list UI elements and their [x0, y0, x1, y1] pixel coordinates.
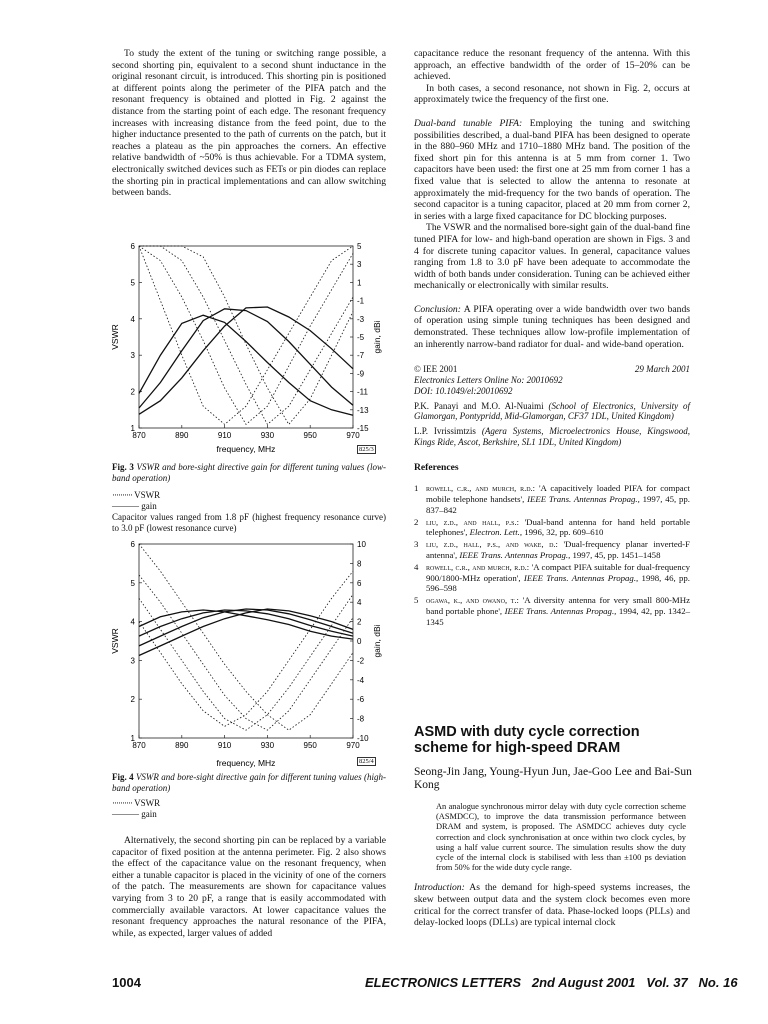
y-tick-label: 2 [130, 387, 135, 397]
y-tick-label: 5 [130, 278, 135, 288]
affiliation-1-names: P.K. Panayi and M.O. Al-Nuaimi [414, 400, 544, 411]
dual-band-text: Employing the tuning and switching possibilities described, a dual-band PIFA has been designed to operate in the 880–960 MHz and 1710–1880 MHz band. The position of the fixed short pin for this antenna is at 5 mm from corner 1. Two capacitors have been used: the first one at 25 mm from corner 1 has a fixed value that is selected to allow the antenna to resonate at approximately the mid-frequency for the two bands of operation. The second capacitor is a tuning capacitor, placed at 20 mm from corner 2, in series with a large fixed capacitance for DC blocking purposes. [414, 117, 690, 222]
figure-3-chart [110, 238, 382, 463]
y-tick-label: 1 [130, 424, 135, 433]
x-tick-label: 910 [217, 741, 232, 750]
gain-curve [139, 309, 353, 408]
reference-item [414, 562, 690, 594]
reference-number: 3 [414, 539, 419, 550]
y-tick-label: 3 [130, 656, 135, 666]
y2-tick-label: -6 [357, 695, 365, 705]
y-tick-label: 6 [130, 242, 135, 251]
figure-3-legend-gain: gain [141, 501, 157, 511]
reference-number: 1 [414, 483, 419, 494]
y-tick-label: 3 [130, 351, 135, 361]
paragraph-tuning-range: To study the extent of the tuning or switching range possible, a second shorting pin, equivalent to a second shunt inductance in the original resonant circuit, is introduced. This shorting pin is positioned at different points along the perimeter of the PIFA patch and the resonant frequency is obtained and plotted in Fig. 2 against the distance from the starting point of each edge. The resonant frequency increases with increasing distance from the feed point, due to the higher inductance presented to the path of currents on the patch, but it reaches a plateau as the pin approaches the corners. An effective relative bandwidth of ~50% is thus achievable. For a TDMA system, electronically switched devices such as FETs or pin diodes can replace the shorting pin in practical implementations and can allow switching between bands. [112, 48, 386, 199]
y2-tick-label: 10 [357, 540, 366, 549]
affiliation-1-institution: (School of Electronics, University of Glamorgan, Pontypridd, Mid-Glamorgan, CF37 1DL, United Kingdom) [414, 400, 691, 422]
paragraph-second-resonance: In both cases, a second resonance, not shown in Fig. 2, occurs at approximately twice the frequency of the first one. [414, 82, 690, 106]
y2-tick-label: -11 [357, 387, 368, 397]
y2-tick-label: -10 [357, 734, 369, 743]
y2-tick-label: -2 [357, 656, 365, 666]
vswr-curve [139, 544, 353, 730]
figure-4-chart [110, 536, 382, 768]
paragraph-vswr-gain: The VSWR and the normalised bore-sight gain of the dual-band fine tuned PIFA for low- and high-band operation are shown in Figs. 3 and 4 for discrete tuning capacitor values. In general, capacitance values ranging from 1.8 to 3.0 pF have been adequate to accommodate the width of both bands under consideration. Tuning can be achieved either mechanically or electronically with similar results. [414, 222, 690, 292]
data-lines [139, 544, 353, 730]
reference-text: ogawa, k., and owano, t.: 'A diversity antenna for very small 800-MHz band portable phone', IEEE Trans. Antennas Propag., 1994, 42, pp. 1342–1345 [426, 595, 690, 627]
publication-info [414, 364, 690, 448]
y2-tick-label: 2 [357, 617, 362, 627]
left-intro [112, 48, 386, 199]
x-axis-label: frequency, MHz [216, 444, 276, 454]
reference-number: 5 [414, 595, 419, 606]
paragraph-alternatively: Alternatively, the second shorting pin can be replaced by a variable capacitor of fixed position at the antenna perimeter. Fig. 2 also shows the effect of the capacitance value on the resonant frequency, when either a tunable capacitor is placed in the vicinity of one of the corners of the patch. The measurements are shown for capacitance values varying from 3 to 20 pF, a range that is easily accommodated with commercially available varactors. At lower capacitance values the resonant frequency approaches the natural resonance of the PIFA, while, as expected, larger values of added [112, 835, 386, 939]
y2-tick-label: -5 [357, 333, 365, 342]
x-ticks [132, 425, 360, 440]
y2-tick-label: 1 [357, 278, 362, 288]
vswr-curve [139, 246, 353, 424]
y-axis-label-left: VSWR [110, 324, 120, 350]
reference-item [414, 483, 690, 515]
affiliation-2-names: L.P. Ivrissimtzis [414, 426, 476, 437]
y2-tick-label: -9 [357, 369, 365, 379]
x-tick-label: 950 [303, 431, 317, 440]
x-tick-label: 930 [260, 741, 275, 750]
gain-curve [139, 610, 353, 639]
footer-journal [365, 975, 738, 990]
reference-text: rowell, c.r., and murch, r.d.: 'A compact PIFA suitable for dual-frequency 900/1800-MHz operation', IEEE Trans. Antennas Propag., 1998, 46, pp. 596–598 [426, 562, 691, 594]
online-number: Electronics Letters Online No: 20010692 [414, 375, 563, 386]
figure-4-label: Fig. 4 [112, 772, 134, 782]
figure-4-badge: 825/4 [359, 758, 374, 765]
gain-curve [139, 315, 353, 415]
x-tick-label: 970 [346, 741, 360, 750]
issue-date: 2nd August 2001 [531, 975, 636, 990]
y2-tick-label: -3 [357, 314, 365, 324]
affiliation-2-institution: (Agera Systems, Microelectronics House, Kingswood, Kings Ride, Ascot, Berkshire, SL1 1DL, United Kingdom) [414, 426, 690, 448]
issue-number: No. 16 [698, 975, 738, 990]
y-tick-label: 6 [130, 540, 135, 549]
vswr-curve [139, 571, 353, 726]
y-tick-label: 1 [130, 734, 135, 743]
reference-item [414, 517, 690, 538]
y2-tick-label: -13 [357, 405, 369, 415]
reference-text: liu, z.d., hall, p.s., and wake, d.: 'Dual-frequency planar inverted-F antenna', IEEE Trans. Antennas Propag., 1997, 45, pp. 1451–1458 [426, 539, 690, 560]
introduction-text: As the demand for high-speed systems increases, the skew between output data and the system clock becomes even more critical for the correct transfer of data. Phase-locked loops (PLLs) and delay-locked loops (DLLs) are typical internal clock [414, 882, 691, 929]
figure-4-caption-text: VSWR and bore-sight directive gain for different tuning values (high-band operation) [112, 772, 386, 793]
introduction [414, 882, 690, 928]
plot-frame [139, 246, 353, 428]
figure-3-note: Capacitor values ranged from 1.8 pF (highest frequency resonance curve) to 3.0 pF (lowest resonance curve) [112, 512, 386, 533]
page-number: 1004 [112, 975, 141, 990]
reference-item [414, 539, 690, 560]
figure-3-caption: Fig. 3 VSWR and bore-sight directive gain for different tuning values (low-band operation) ·········· VSWR ——— gain Capacitor values ranged from 1.8 pF (highest frequency resonance curve) to 3.0 pF (lowest resonance curve) [112, 462, 387, 533]
journal-name: ELECTRONICS LETTERS [365, 975, 522, 990]
y2-tick-label: -4 [357, 675, 365, 685]
introduction-heading: Introduction: [414, 882, 465, 894]
y2-tick-label: -15 [357, 424, 369, 433]
vswr-curve [139, 246, 353, 424]
y-ticks-left [131, 540, 142, 743]
x-tick-label: 930 [260, 431, 275, 440]
y-axis-label-right: gain, dBi [372, 320, 382, 354]
asmd-article [414, 724, 694, 929]
x-tick-label: 910 [217, 431, 232, 440]
x-axis-label: frequency, MHz [216, 758, 276, 768]
figure-3-badge: 825/3 [359, 446, 374, 453]
reference-text: liu, z.d., and hall, p.s.: 'Dual-band antenna for hand held portable telephones', Electron. Lett., 1996, 32, pp. 609–610 [426, 516, 690, 538]
y2-tick-label: 8 [357, 559, 362, 569]
figure-3-caption-text: VSWR and bore-sight directive gain for different tuning values (low-band operation) [112, 462, 387, 483]
reference-number: 4 [414, 562, 419, 573]
paragraph-capacitance: capacitance reduce the resonant frequency of the antenna. With this approach, an effective bandwidth of the order of 15–20% can be achieved. [414, 48, 690, 83]
y-tick-label: 4 [130, 314, 135, 324]
y2-tick-label: -8 [357, 714, 365, 724]
volume: Vol. 37 [646, 975, 688, 990]
copyright: © IEE 2001 [414, 364, 458, 375]
x-tick-label: 970 [346, 431, 360, 440]
received-date: 29 March 2001 [634, 364, 690, 375]
conclusion-text: A PIFA operating over a wide bandwidth over two bands of operation using simple tuning techniques has been designed and demonstrated. These techniques allow low-profile implementation of an inherently narrow-band radiator for dual- and wide-band operation. [414, 303, 690, 350]
x-tick-label: 870 [132, 741, 146, 750]
vswr-curve [139, 575, 353, 730]
doi: DOI: 10.1049/el:20010692 [414, 385, 513, 396]
right-column [414, 48, 690, 629]
y-tick-label: 4 [130, 617, 135, 627]
y2-tick-label: 0 [357, 637, 362, 646]
article-title: ASMD with duty cycle correction scheme for high-speed DRAM [414, 724, 640, 756]
reference-text: rowell, c.r., and murch, r.d.: 'A capacitively loaded PIFA for compact mobile telephone handsets', IEEE Trans. Antennas Propag., 1997, 45, pp. 837–842 [426, 483, 690, 515]
y2-tick-label: -1 [357, 296, 365, 306]
figure-3 [110, 238, 382, 463]
figure-3-legend-vswr: VSWR [134, 490, 161, 500]
references-heading: References [414, 461, 459, 473]
y2-tick-label: 4 [357, 598, 362, 608]
references-list [414, 483, 690, 627]
figure-3-label: Fig. 3 [112, 462, 134, 472]
y2-tick-label: 6 [357, 578, 362, 588]
x-tick-label: 890 [175, 431, 189, 440]
y2-tick-label: 3 [357, 260, 362, 270]
article-abstract: An analogue synchronous mirror delay with duty cycle correction scheme (ASMDCC), to improve the data transmission performance between DRAM and system, is proposed. The ASMDCC achieves duty cycle correction and clock synchronisation at once within two clock cycles, by using a half value current source. The simulation results show the duty cycle of the internal clock is stabilised with less than ±100 ps deviation from 50% for the wide duty cycle range. [436, 802, 686, 873]
gain-curve [139, 307, 353, 414]
y-ticks-left [131, 242, 142, 433]
vswr-curve [139, 246, 353, 424]
y-tick-label: 2 [130, 695, 135, 705]
data-lines [139, 246, 353, 424]
conclusion-heading: Conclusion: [414, 303, 461, 315]
figure-4-legend-gain: gain [141, 809, 157, 819]
dual-band-heading: Dual-band tunable PIFA: [414, 117, 523, 129]
y-axis-label-right: gain, dBi [372, 624, 382, 658]
x-tick-label: 870 [132, 431, 146, 440]
figure-4-caption: Fig. 4 VSWR and bore-sight directive gain for different tuning values (high-band operation) ·········· VSWR ——— gain [112, 772, 386, 819]
x-ticks [132, 735, 360, 750]
x-tick-label: 950 [303, 741, 317, 750]
figure-4 [110, 536, 382, 768]
y-tick-label: 5 [130, 578, 135, 588]
x-tick-label: 890 [175, 741, 189, 750]
article-authors: Seong-Jin Jang, Young-Hyun Jun, Jae-Goo Lee and Bai-Sun Kong [414, 766, 692, 791]
y-axis-label-left: VSWR [110, 628, 120, 654]
y2-tick-label: 5 [357, 242, 362, 251]
reference-item [414, 595, 690, 627]
vswr-curve [139, 246, 353, 424]
reference-number: 2 [414, 516, 419, 527]
figure-4-legend-vswr: VSWR [134, 798, 161, 808]
y2-tick-label: -7 [357, 351, 365, 361]
left-bottom [112, 835, 386, 939]
